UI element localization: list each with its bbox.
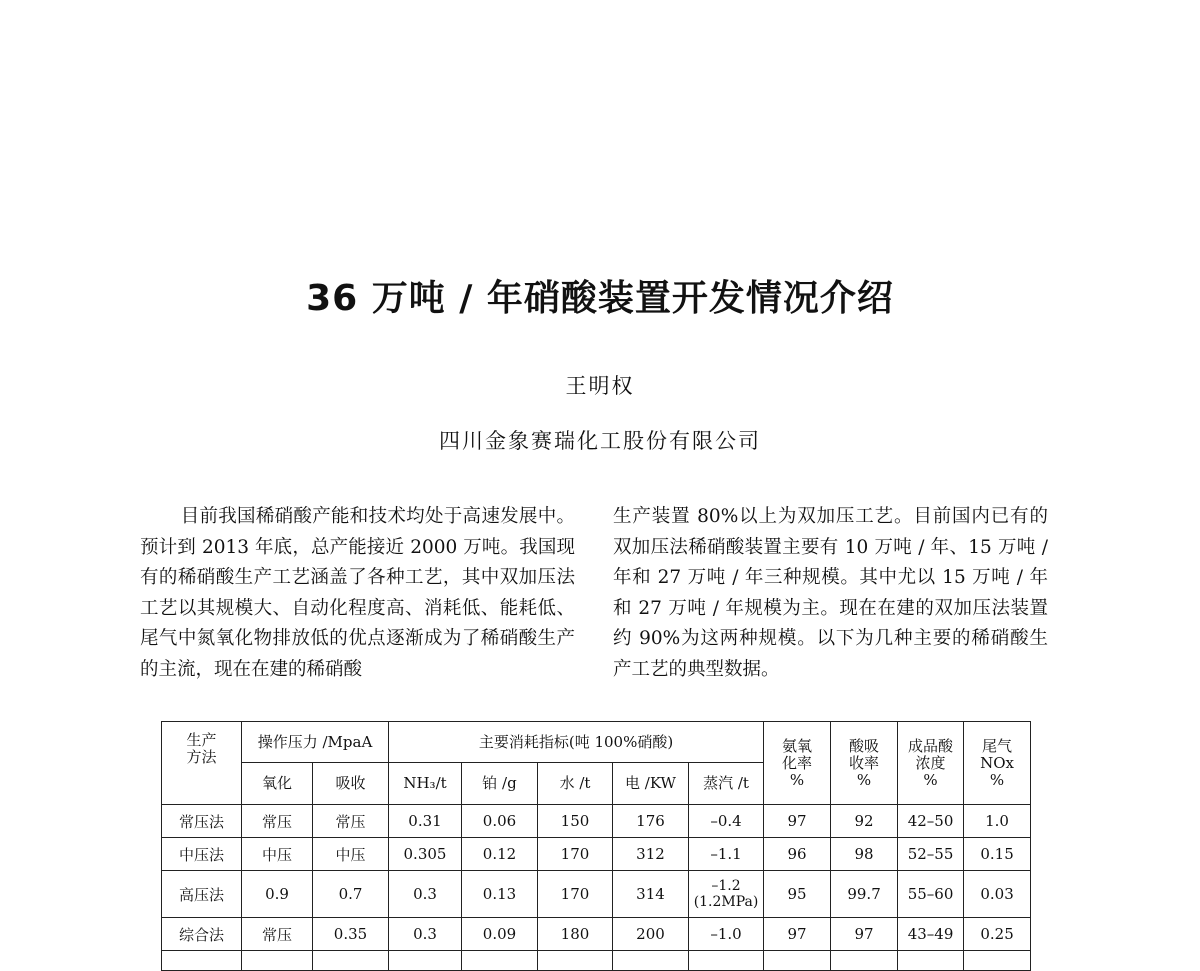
process-data-table	[161, 721, 1031, 971]
cell-water: 150	[538, 805, 613, 838]
cell-empty	[313, 951, 389, 971]
header-text: 氨氧	[782, 736, 813, 755]
cell-platinum: 0.06	[462, 805, 538, 838]
cell-platinum: 0.13	[462, 871, 538, 918]
header-steam: 蒸汽 /t	[689, 763, 764, 805]
cell-absorption: 0.35	[313, 918, 389, 951]
header-oxidation: 氧化	[242, 763, 313, 805]
cell-empty	[462, 951, 538, 971]
header-text: 方法	[186, 748, 217, 766]
cell-product-concentration: 52–55	[898, 838, 964, 871]
author-name: 王明权	[565, 374, 635, 398]
cell-steam	[689, 871, 764, 918]
header-text: 生产	[186, 731, 217, 749]
cell-oxidation: 中压	[242, 838, 313, 871]
cell-electricity: 312	[613, 838, 689, 871]
cell-empty	[162, 951, 242, 971]
cell-empty	[689, 951, 764, 971]
table-row	[162, 805, 1031, 838]
cell-empty	[538, 951, 613, 971]
cell-tail-nox: 0.03	[964, 871, 1031, 918]
cell-method: 高压法	[162, 871, 242, 918]
cell-oxidation: 0.9	[242, 871, 313, 918]
header-text: 收率	[849, 753, 880, 772]
cell-electricity: 200	[613, 918, 689, 951]
steam-value: –1.2	[711, 878, 741, 894]
header-nh3: NH₃/t	[389, 763, 462, 805]
cell-oxidation: 常压	[242, 918, 313, 951]
cell-nh3: 0.3	[389, 918, 462, 951]
cell-water: 170	[538, 871, 613, 918]
cell-water: 170	[538, 838, 613, 871]
table-row-cutoff	[162, 951, 1031, 971]
cell-absorption: 0.7	[313, 871, 389, 918]
header-text: %	[789, 770, 805, 789]
cell-nh3: 0.3	[389, 871, 462, 918]
cell-tail-nox: 0.25	[964, 918, 1031, 951]
cell-empty	[764, 951, 831, 971]
header-platinum: 铂 /g	[462, 763, 538, 805]
cell-steam: –0.4	[689, 805, 764, 838]
cell-product-concentration: 55–60	[898, 871, 964, 918]
header-text: %	[989, 770, 1005, 789]
header-text: 成品酸	[908, 736, 954, 755]
cell-method: 综合法	[162, 918, 242, 951]
header-product-concentration	[898, 722, 964, 805]
cell-tail-nox: 0.15	[964, 838, 1031, 871]
cell-acid-absorption: 97	[831, 918, 898, 951]
header-method	[162, 722, 242, 805]
cell-method: 中压法	[162, 838, 242, 871]
header-text: %	[856, 770, 872, 789]
cell-absorption: 中压	[313, 838, 389, 871]
paragraph: 目前我国稀硝酸产能和技术均处于高速发展中。预计到 2013 年底，总产能接近 2000 万吨。我国现有的稀硝酸生产工艺涵盖了各种工艺，其中双加压法工艺以其规模大、自动化程度高、消耗低、能耗低、尾气中氮氧化物排放低的优点逐渐成为了稀硝酸生产的主流，现在在建的稀硝酸	[140, 506, 575, 680]
cell-acid-absorption: 99.7	[831, 871, 898, 918]
header-water: 水 /t	[538, 763, 613, 805]
cell-nh3: 0.305	[389, 838, 462, 871]
author-affiliation: 四川金象赛瑞化工股份有限公司	[439, 429, 761, 453]
table-row	[162, 871, 1031, 918]
cell-tail-nox: 1.0	[964, 805, 1031, 838]
cell-empty	[242, 951, 313, 971]
header-absorption: 吸收	[313, 763, 389, 805]
body-column-left	[140, 502, 575, 685]
cell-electricity: 314	[613, 871, 689, 918]
cell-absorption: 常压	[313, 805, 389, 838]
header-pressure-group: 操作压力 /MpaA	[242, 722, 389, 763]
paragraph: 生产装置 80%以上为双加压工艺。目前国内已有的双加压法稀硝酸装置主要有 10 万吨 / 年、15 万吨 / 年和 27 万吨 / 年三种规模。其中尤以 15 万吨 / 年和 27 万吨 / 年规模为主。现在在建的双加压法装置约 90%为这两种规模。以下为几种主要的稀硝酸生产工艺的典型数据。	[613, 506, 1048, 680]
cell-empty	[831, 951, 898, 971]
header-ammonia-oxidation	[764, 722, 831, 805]
header-tail-nox	[964, 722, 1031, 805]
cell-empty	[613, 951, 689, 971]
paper-title: 36 万吨 / 年硝酸装置开发情况介绍	[306, 278, 894, 319]
header-text: %	[923, 770, 938, 789]
cell-method: 常压法	[162, 805, 242, 838]
cell-product-concentration: 43–49	[898, 918, 964, 951]
steam-pressure-note: (1.2MPa)	[693, 894, 759, 910]
cell-ammonia-oxidation: 97	[764, 918, 831, 951]
header-text: 浓度	[915, 753, 946, 772]
cell-empty	[964, 951, 1031, 971]
cell-electricity: 176	[613, 805, 689, 838]
cell-steam: –1.0	[689, 918, 764, 951]
cell-ammonia-oxidation: 96	[764, 838, 831, 871]
cell-acid-absorption: 98	[831, 838, 898, 871]
table-row	[162, 918, 1031, 951]
cell-water: 180	[538, 918, 613, 951]
cell-platinum: 0.12	[462, 838, 538, 871]
cell-ammonia-oxidation: 97	[764, 805, 831, 838]
header-consumption-group: 主要消耗指标(吨 100%硝酸)	[389, 722, 764, 763]
cell-steam: –1.1	[689, 838, 764, 871]
cell-nh3: 0.31	[389, 805, 462, 838]
cell-oxidation: 常压	[242, 805, 313, 838]
cell-platinum: 0.09	[462, 918, 538, 951]
header-text: NOx	[980, 753, 1014, 772]
cell-empty	[389, 951, 462, 971]
header-acid-absorption	[831, 722, 898, 805]
cell-ammonia-oxidation: 95	[764, 871, 831, 918]
body-column-right	[613, 502, 1048, 685]
header-text: 尾气	[982, 736, 1013, 755]
header-electricity: 电 /KW	[613, 763, 689, 805]
header-text: 化率	[782, 753, 813, 772]
header-text: 酸吸	[849, 736, 880, 755]
cell-acid-absorption: 92	[831, 805, 898, 838]
cell-empty	[898, 951, 964, 971]
cell-product-concentration: 42–50	[898, 805, 964, 838]
table-row	[162, 838, 1031, 871]
